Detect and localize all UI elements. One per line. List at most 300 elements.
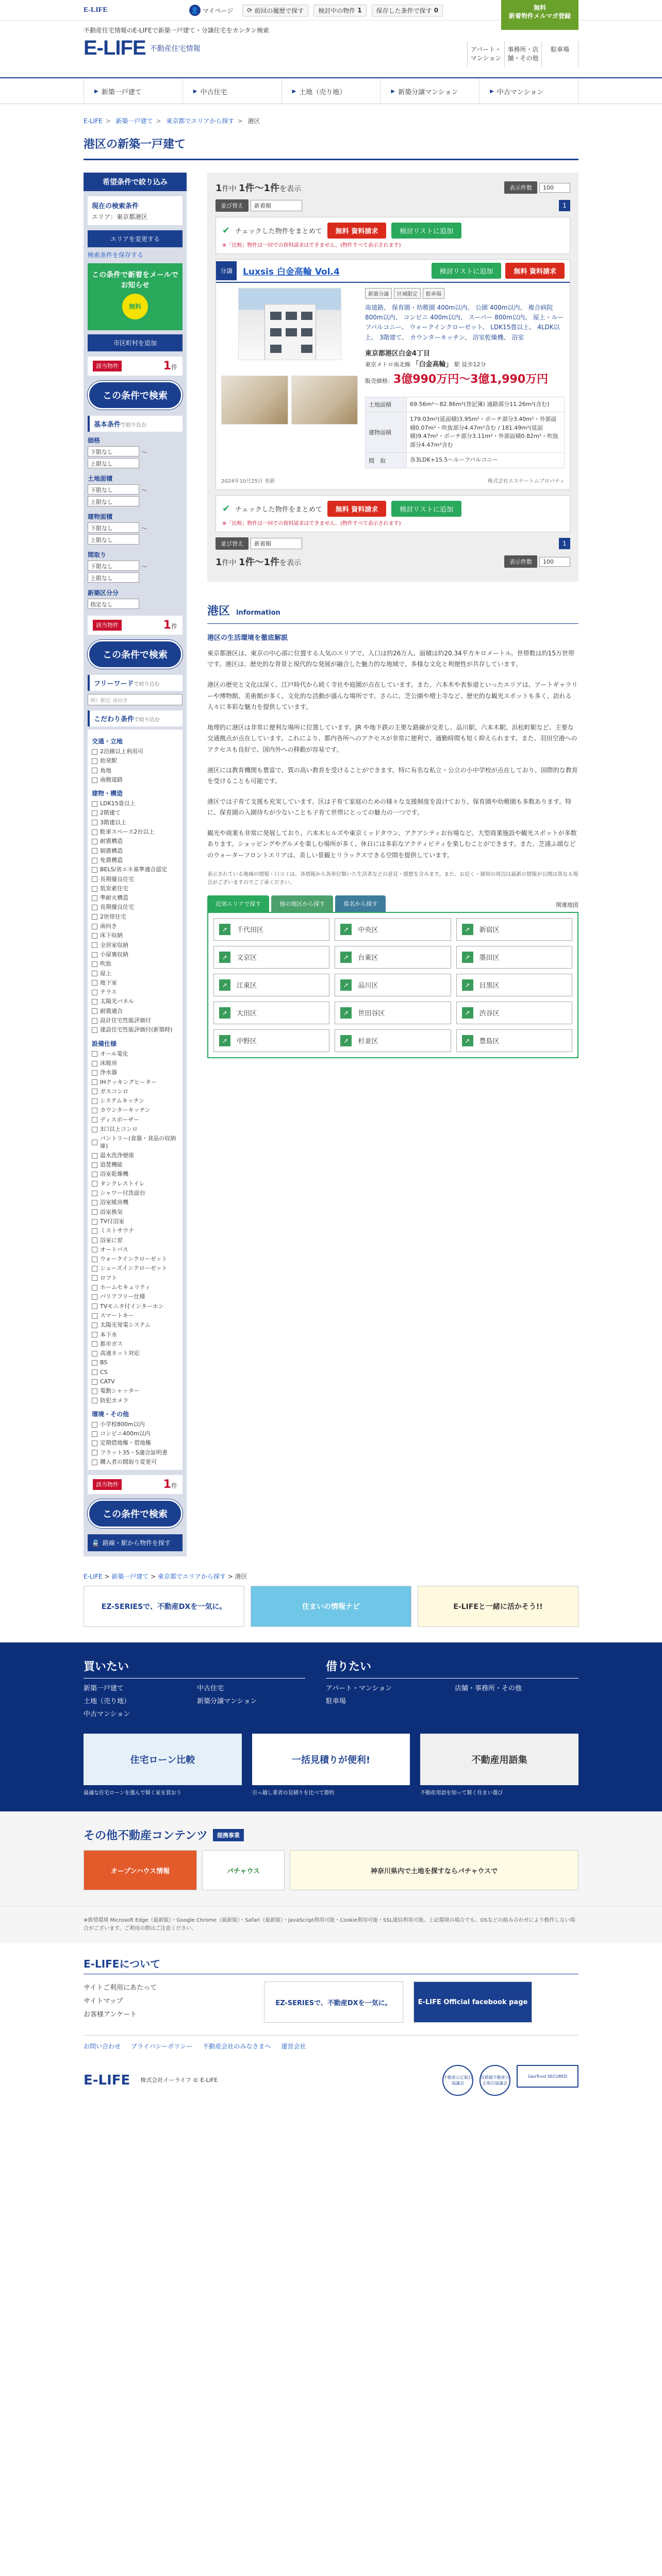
checkbox-icon[interactable] [92,1332,97,1337]
saved-search-button[interactable]: 保存した条件で探す 0 [372,5,443,16]
checkbox-icon[interactable] [92,876,97,882]
arrow-icon: ➚ [219,979,230,991]
checkbox-icon[interactable] [92,1257,97,1262]
tab-other-area[interactable]: 他の地区から探す [271,895,333,912]
ward-label: 大田区 [237,1010,257,1018]
ez-series-banner[interactable]: EZ-SERIESで、不動産DXを一気に。 [264,1981,403,2023]
filter-checkbox[interactable] [92,1115,178,1125]
arrow-icon: ➚ [462,924,473,935]
filter-checkbox[interactable] [92,846,178,856]
tab-prefecture[interactable]: 県名から探す [335,895,386,912]
about-link[interactable]: お客様アンケート [84,2011,137,2019]
legal-link[interactable]: 不動産会社のみなさまへ [203,2043,271,2050]
age-label: 新築区分分 [88,589,119,597]
tab-used-house[interactable]: ▶ 中古住宅 [183,78,282,104]
search-button[interactable]: この条件で検索 [88,381,183,410]
logo-subtitle: 不動産住宅情報 [150,44,201,53]
ez-series-banner[interactable]: EZ-SERIESで、不動産DXを一気に。 [84,1586,244,1627]
checkbox-label: コンビニ400m以内 [100,1430,151,1437]
layout-min-select[interactable]: 下限なし [88,561,139,571]
filter-checkbox[interactable] [92,1134,178,1151]
filter-checkbox[interactable] [92,875,178,884]
checkbox-label: 温水洗浄便座 [100,1151,134,1159]
land-area-label: 土地面積 [88,475,113,482]
filter-checkbox[interactable] [92,1292,178,1301]
bulk-actions-bottom [216,495,570,532]
filter-checkbox[interactable] [92,827,178,837]
chevron-right-icon: ▶ [193,88,197,94]
checkbox-icon[interactable] [92,1172,97,1177]
filter-checkbox[interactable] [92,903,178,912]
filter-checkbox[interactable] [92,941,178,950]
filter-checkbox[interactable] [92,1078,178,1087]
request-button[interactable]: 無料 資料請求 [505,263,565,279]
hit-count: 1 [163,1478,171,1492]
ward-label: 墨田区 [479,954,500,962]
checkbox-icon[interactable] [92,1127,97,1132]
mail-alert-banner[interactable]: この条件で新着をメールでお知らせ 無料 [88,263,183,330]
filter-checkbox[interactable] [92,1198,178,1207]
checkbox-icon[interactable] [92,980,97,986]
checkbox-icon[interactable] [92,914,97,920]
checkbox-icon[interactable] [92,1191,97,1196]
recommended-env: ※推奨環境 Microsoft Edge（最新版）・Google Chrome（最新版）・Safari（最新版）・JavaScript利用可能・Cookie利用可能・SSL通信利用可能。上記環境の場合でも、OSなどの組み合わせにより動作しない場合がございます。ご利用の際はご注意ください。 [0,1906,662,1943]
checkbox-icon[interactable] [92,952,97,958]
filter-checkbox[interactable] [92,1189,178,1198]
price-max-select[interactable]: 上限なし [88,458,139,468]
ward-grid [207,912,578,1058]
checkbox-icon[interactable] [92,990,97,995]
filter-checkbox[interactable] [92,1448,178,1458]
checkbox-icon[interactable] [92,961,97,967]
bulk-request-button[interactable]: 無料 資料請求 [327,223,387,239]
ward-label: 文京区 [237,954,257,962]
checkbox-icon[interactable] [92,758,97,764]
checkbox-icon[interactable] [92,810,97,816]
checkbox-label: 浴室乾燥機 [100,1171,128,1178]
checkbox-icon[interactable] [92,1351,97,1357]
glossary-ad[interactable]: 不動産用語集 不動産用語を知って賢く住まい選び [420,1734,578,1796]
footer-link[interactable]: 店舗・事務所・その他 [455,1685,522,1693]
filter-checkbox[interactable] [92,1283,178,1292]
breadcrumb-link[interactable]: E-LIFE [84,1573,103,1581]
checkbox-icon[interactable] [92,1061,97,1066]
footer-link[interactable]: 新築分譲マンション [197,1698,257,1706]
ward-link[interactable] [335,1002,451,1024]
checkbox-icon[interactable] [92,1108,97,1113]
hit-badge: 該当物件 [93,1479,122,1490]
checkbox-icon[interactable] [92,1422,97,1428]
checkbox-label: ディスポーザー [100,1116,140,1123]
breadcrumb-link[interactable]: 東京都でエリアから探す [166,117,235,125]
filter-checkbox[interactable] [92,766,178,775]
ward-label: 中央区 [358,926,378,935]
filter-checkbox[interactable] [92,1087,178,1096]
search-button[interactable]: この条件で検索 [88,1499,183,1528]
checkbox-icon[interactable] [92,1323,97,1328]
result-count: 1件中 1件～1件を表示 [216,556,302,568]
checkbox-icon[interactable] [92,829,97,835]
property-name-link[interactable]: Luxsis 白金高輪 Vol.4 [243,267,340,277]
mail-magazine-ribbon[interactable]: 無料 新着物件メルマガ登録 [501,0,578,30]
arrow-icon: ➚ [340,952,352,963]
checkbox-icon[interactable] [92,1431,97,1437]
filter-checkbox[interactable] [92,912,178,922]
price-label: 価格 [88,437,101,444]
checkbox-icon[interactable] [92,768,97,773]
checkbox-icon[interactable] [92,886,97,892]
sort-label: 並び替え [216,537,249,550]
ward-link[interactable] [213,946,329,969]
property-tag: 駐車場 [423,288,444,299]
add-city-button[interactable]: 市区町村を追加 [88,334,183,351]
filter-checkbox[interactable] [92,969,178,978]
filter-checkbox[interactable] [92,1429,178,1438]
footer-link[interactable]: 駐車場 [326,1698,346,1706]
browsing-button[interactable]: 検討中の物件 1 [313,5,366,16]
filter-checkbox[interactable] [92,1170,178,1179]
arrow-icon: ➚ [462,979,473,991]
freeword-heading: フリーワードで絞り込む [88,675,183,691]
filter-checkbox[interactable] [92,775,178,785]
bulk-request-button[interactable]: 無料 資料請求 [327,501,387,517]
filter-checkbox[interactable] [92,1179,178,1189]
save-conditions-link[interactable]: 検索条件を保存する [88,251,144,259]
filter-checkbox[interactable] [92,1320,178,1330]
tagline: 不動産住宅情報のE-LIFEで新築一戸建て・分譲住宅をカンタン検索 [84,27,270,34]
checkbox-icon[interactable] [92,1181,97,1187]
bulk-fav-button[interactable]: 検討リストに追加 [391,223,461,239]
checkbox-icon[interactable] [92,858,97,863]
breadcrumb-link[interactable]: E-LIFE [84,117,103,125]
filter-checkbox[interactable] [92,959,178,969]
arrow-icon: ➚ [462,1035,473,1046]
sort-select[interactable]: 新着順 [251,200,302,211]
checkbox-icon[interactable] [92,1209,97,1215]
checkbox-label: 設計住宅性能評価付 [100,1017,151,1024]
property-photo-thumb[interactable] [221,376,288,425]
filter-checkbox[interactable] [92,1151,178,1160]
checkbox-icon[interactable] [92,1450,97,1455]
checkbox-icon[interactable] [92,1247,97,1252]
filter-checkbox[interactable] [92,1217,178,1226]
page-number[interactable]: 1 [559,200,570,211]
checkbox-icon[interactable] [92,1200,97,1206]
ward-link[interactable] [335,918,451,941]
filter-checkbox[interactable] [92,1125,178,1134]
checkbox-icon[interactable] [92,999,97,1005]
filter-checkbox[interactable] [92,1049,178,1059]
checkbox-label: 電動シャッター [100,1387,140,1395]
filter-checkbox[interactable] [92,1396,178,1405]
filter-checkbox[interactable] [92,884,178,893]
ward-link[interactable] [456,946,572,969]
checkbox-icon[interactable] [92,1228,97,1234]
ward-link[interactable] [456,918,572,941]
property-address: 東京都港区白金4丁目 [365,349,431,358]
checkbox-icon[interactable] [92,1388,97,1394]
pachouse-logo[interactable]: パチャウス [202,1850,285,1890]
moving-ad[interactable]: 一括見積りが便利! 引っ越し業者の見積りを比べて節約 [252,1734,410,1796]
per-page-select[interactable]: 100 [539,183,570,193]
small-logo[interactable]: E-LIFE [84,6,108,14]
legal-link[interactable]: プライバシーポリシー [131,2043,193,2050]
checkbox-icon[interactable] [92,905,97,910]
checkbox-label: 浴室暖房機 [100,1199,128,1206]
checkbox-icon[interactable] [92,1098,97,1104]
nav-apartment[interactable]: アパート・マンション [467,41,504,67]
ward-link[interactable] [335,946,451,969]
tab-used-mansion[interactable]: ▶ 中古マンション [479,78,578,104]
checkbox-icon[interactable] [92,1285,97,1291]
ward-link[interactable] [213,918,329,941]
info-navi-banner[interactable]: 住まいの情報ナビ [251,1586,411,1627]
chevron-right-icon: ▶ [292,88,296,94]
checkbox-icon[interactable] [92,1070,97,1076]
filter-checkbox[interactable] [92,1349,178,1358]
partner-tag: 提携事業 [213,1829,244,1841]
related-map-link[interactable]: 関連地図 [556,901,578,908]
site-logo[interactable]: E-LIFE [84,37,146,59]
layout-max-select[interactable]: 上限なし [88,572,139,583]
freeword-input[interactable]: 例）駅近 南向き [88,694,183,705]
filter-checkbox[interactable] [92,1420,178,1429]
property-features: 南道路、 保育園・幼稚園 400m以内、 公園 400m以内、 複合病院 800m以内、 コンビニ 400m以内、 スーパー 800m以内、 屋上・ルーフバルコニー、 ウォークインクローゼット、 LDK15畳以上、 4LDK以上、 3階建て、 カウンターキッチン、 浴室乾燥機、 浴室 [365,304,564,341]
checkbox-icon[interactable] [92,1051,97,1057]
checkbox-icon[interactable] [92,1117,97,1123]
checkbox-icon[interactable] [92,1341,97,1347]
ward-link[interactable] [456,1029,572,1052]
ward-link[interactable] [456,974,572,996]
checkbox-icon[interactable] [92,1275,97,1281]
filter-checkbox[interactable] [92,988,178,997]
history-button[interactable]: ⟳ 前回の履歴で探す [242,5,308,16]
checkbox-icon[interactable] [92,1379,97,1385]
sort-select[interactable]: 新着順 [251,538,302,549]
filter-checkbox[interactable] [92,1377,178,1386]
tab-nearby-area[interactable]: 近郊エリアで探す [207,895,269,912]
legal-link[interactable]: お問い合わせ [84,2043,121,2050]
breadcrumb-link[interactable]: 新築一戸建て [115,117,153,125]
checkbox-icon[interactable] [92,839,97,844]
checkbox-icon[interactable] [92,1140,97,1145]
change-area-button[interactable]: エリアを変更する [88,230,183,247]
loan-ad[interactable]: 住宅ローン比較 最適な住宅ローンを選んで賢く家を買おう [84,1734,242,1796]
about-section [84,1943,578,2035]
filter-checkbox[interactable] [92,837,178,846]
arrow-icon: ➚ [340,924,352,935]
filter-checkbox[interactable] [92,818,178,827]
checkbox-icon[interactable] [92,1008,97,1014]
footer-logo[interactable]: E-LIFE [84,2073,130,2089]
filter-checkbox[interactable] [92,1255,178,1264]
hit-count-box: 該当物件 1件 [88,357,183,376]
land-max-select[interactable]: 上限なし [88,496,139,506]
checkbox-icon[interactable] [92,820,97,825]
checkbox-icon[interactable] [92,1018,97,1024]
breadcrumb-link[interactable]: 東京都でエリアから探す [158,1573,226,1581]
pachouse-banner[interactable]: 神奈川県内で土地を探すならパチャウスで [290,1850,578,1890]
filter-checkbox[interactable] [92,1340,178,1349]
price-min-select[interactable]: 下限なし [88,446,139,456]
filter-checkbox[interactable] [92,1236,178,1245]
property-photo-thumb[interactable] [291,376,358,425]
checkbox-icon[interactable] [92,1238,97,1243]
fav-button[interactable]: 検討リストに追加 [432,263,502,279]
checkbox-icon[interactable] [92,1266,97,1272]
filter-checkbox[interactable] [92,1106,178,1115]
checkbox-icon[interactable] [92,924,97,929]
checkbox-label: システムキッチン [100,1097,145,1105]
checkbox-label: 免震構造 [100,856,123,863]
tab-new-mansion[interactable]: ▶ 新築分譲マンション [380,78,479,104]
filter-checkbox[interactable] [92,808,178,818]
ward-link[interactable] [213,1002,329,1024]
footer-link[interactable]: 中古マンション [84,1710,130,1719]
about-link[interactable]: サイトご利用にあたって [84,1984,157,1992]
mypage-link[interactable]: 👤 マイページ [185,4,238,17]
land-min-select[interactable]: 下限なし [88,484,139,495]
checkbox-label: 浄水器 [100,1069,117,1076]
checkbox-icon[interactable] [92,867,97,873]
filter-checkbox[interactable] [92,799,178,808]
checkbox-icon[interactable] [92,1360,97,1366]
filter-checkbox[interactable] [92,856,178,865]
checkbox-icon[interactable] [92,1369,97,1375]
checkbox-label: 全居室収納 [100,941,128,948]
filter-checkbox[interactable] [92,1330,178,1340]
filter-checkbox[interactable] [92,922,178,931]
age-select[interactable]: 指定なし [88,599,139,609]
filter-checkbox[interactable] [92,1302,178,1311]
tab-land[interactable]: ▶ 土地（売り地） [282,78,381,104]
ward-link[interactable] [335,1029,451,1052]
filter-checkbox[interactable] [92,1059,178,1068]
filter-checkbox[interactable] [92,1274,178,1283]
footer-link[interactable]: 中古住宅 [197,1685,224,1693]
bulk-fav-button[interactable]: 検討リストに追加 [391,501,461,517]
checkbox-label: 長期優良住宅 [100,875,134,883]
about-link[interactable]: サイトマップ [84,1997,123,2006]
filter-checkbox[interactable] [92,1311,178,1320]
filter-checkbox[interactable] [92,1264,178,1273]
filter-checkbox[interactable] [92,1368,178,1377]
checkbox-icon[interactable] [92,895,97,901]
tab-new-house[interactable]: ▶ 新築一戸建て [84,78,183,104]
filter-checkbox[interactable] [92,1208,178,1217]
about-heading: E-LIFEについて [84,1956,578,1974]
checkbox-icon[interactable] [92,1089,97,1094]
checkbox-icon[interactable] [92,942,97,948]
checkbox-icon[interactable] [92,1313,97,1319]
checkbox-icon[interactable] [92,1460,97,1465]
hit-badge: 該当物件 [93,620,122,631]
checkbox-icon[interactable] [92,1303,97,1309]
ward-link[interactable] [213,1029,329,1052]
checkbox-icon[interactable] [92,1079,97,1085]
filter-checkbox[interactable] [92,1025,178,1035]
ward-link[interactable] [456,1002,572,1024]
footer-link[interactable]: 土地（売り地） [84,1698,131,1706]
hit-count-box: 該当物件 1件 [88,616,183,635]
filter-checkbox[interactable] [92,1438,178,1448]
checkbox-icon[interactable] [92,1398,97,1403]
buy-heading: 買いたい [84,1658,305,1679]
train-icon: 🚆 [92,1539,100,1547]
checkbox-icon[interactable] [92,1162,97,1168]
nav-office[interactable]: 事務所・店舗・その他 [504,41,541,67]
breadcrumb-link[interactable]: 新築一戸建て [111,1573,149,1581]
footer-link[interactable]: アパート・マンション [326,1685,392,1693]
open-house-banner[interactable]: オープンハウス情報 [84,1850,197,1890]
checkbox-icon[interactable] [92,971,97,976]
checkbox-icon[interactable] [92,801,97,807]
filter-checkbox[interactable] [92,997,178,1006]
property-photo[interactable] [238,288,341,360]
facebook-banner[interactable]: E-LIFE Official facebook page [413,1981,532,2023]
property-agent[interactable]: 株式会社エステートムプロパティ [488,478,565,484]
filter-checkbox[interactable] [92,950,178,959]
filter-checkbox[interactable] [92,1458,178,1467]
ward-link[interactable] [335,974,451,996]
filter-checkbox[interactable] [92,1096,178,1106]
checkbox-label: 定期借地権・借地権 [100,1439,151,1447]
nav-parking[interactable]: 駐車場 [541,41,578,67]
bldg-min-select[interactable]: 下限なし [88,522,139,533]
filter-checkbox[interactable] [92,756,178,766]
filter-checkbox[interactable] [92,865,178,874]
checkbox-icon[interactable] [92,1153,97,1159]
checkbox-icon[interactable] [92,1219,97,1225]
filter-checkbox[interactable] [92,1016,178,1025]
filter-checkbox[interactable] [92,978,178,988]
filter-checkbox[interactable] [92,1358,178,1367]
checkbox-label: ロフト [100,1274,117,1281]
geotrust-seal[interactable]: GeoTrust SECURED [517,2065,578,2088]
filter-checkbox[interactable] [92,931,178,940]
checkbox-icon[interactable] [92,1294,97,1300]
ward-link[interactable] [213,974,329,996]
legal-link[interactable]: 運営会社 [281,2043,306,2050]
checkbox-label: タンクレストイレ [100,1180,145,1187]
filter-checkbox[interactable] [92,747,178,756]
checkbox-icon[interactable] [92,848,97,854]
route-search-button[interactable]: 🚆 路線・駅から物件を探す [88,1534,183,1551]
checkbox-icon[interactable] [92,749,97,755]
filter-checkbox[interactable] [92,1386,178,1396]
filter-sidebar: 希望条件で絞り込み 現在の検索条件 エリア：東京都港区 エリアを変更する 検索条件を保存する この条件で新着をメールでお知らせ 無料 市区町村を追加 該当物件 1件 この条件で検索 基本条件で絞り込む 価格 下限なし ～ 上限なし 土地面積 下限なし ～ 上限なし 建物面積 下限なし ～ 上限なし 間取り 下限なし ～ 上限なし 新築区分分 指定なし 該当物件 1件 この条件で検索 フリーワードで絞り込む 例）駅近 南向き こだわり条件で絞り込む 交通・立地 2沿線以上利用可 始発駅 角地 南側道路 建物・構造 LDK15畳以上 2階建て 3階建以上 駐車スペース2台以上 耐震構造 制震構造 免震構造 BELS/省エネ基準適合認定 長期優良住宅 低炭素住宅 準耐火構造 長期優良住宅 2世帯住宅 南向き 床下収納 全居室収納 小屋裏収納 吹抜 屋上 地下室 テラス 太陽光パネル 耐震適合 設計住宅性能評価付 建設住宅性能評価付(新築時) 設備仕様 オール電化 床暖房 浄水器 IHクッキングヒーター ガスコンロ システムキッチン カウンターキッチン ディスポーザー 3口以上コンロ パントリー(食器・食品の収納庫) 温水洗浄便座 追焚機能 浴室乾燥機 タンクレストイレ シャワー付洗面台 浴室暖房機 浴室換気 TV付浴室 ミストサウナ 浴室に窓 オートバス ウォークインクローゼット シューズインクローゼット ロフト ホームセキュリティ バリアフリー仕様 TVモニタ付インターホン スマートキー 太陽光発電システム 本下水 都市ガス 高速ネット対応 BS CS CATV 電動シャッター 防犯カメラ 環境・その他 小学校800m以内 コンビニ400m以内 定期借地権・借地権 フラット35・S適合証明書 購入者の間取り変更可 該当物件 1件 この条件で検索 🚆 路線・駅から物件を探す [84,173,187,1556]
per-page-select[interactable]: 100 [539,557,570,567]
search-button[interactable]: この条件で検索 [88,640,183,669]
footer-link[interactable]: 新築一戸建て [84,1685,124,1693]
filter-checkbox[interactable] [92,1226,178,1235]
checkbox-label: 床暖房 [100,1059,117,1066]
checkbox-icon[interactable] [92,933,97,939]
checkbox-icon[interactable] [92,1027,97,1033]
filter-checkbox[interactable] [92,1245,178,1255]
filter-checkbox[interactable] [92,1068,178,1077]
checkbox-icon[interactable] [92,777,97,783]
checkbox-icon[interactable] [92,1440,97,1446]
page-number[interactable]: 1 [559,538,570,549]
breadcrumb-current: 港区 [247,117,260,125]
filter-checkbox[interactable] [92,1007,178,1016]
filter-checkbox[interactable] [92,1160,178,1170]
result-list [207,173,578,582]
e-life-banner[interactable]: E-LIFEと一緒に活かそう!! [418,1586,578,1627]
bldg-max-select[interactable]: 上限なし [88,534,139,545]
filter-checkbox[interactable] [92,893,178,903]
